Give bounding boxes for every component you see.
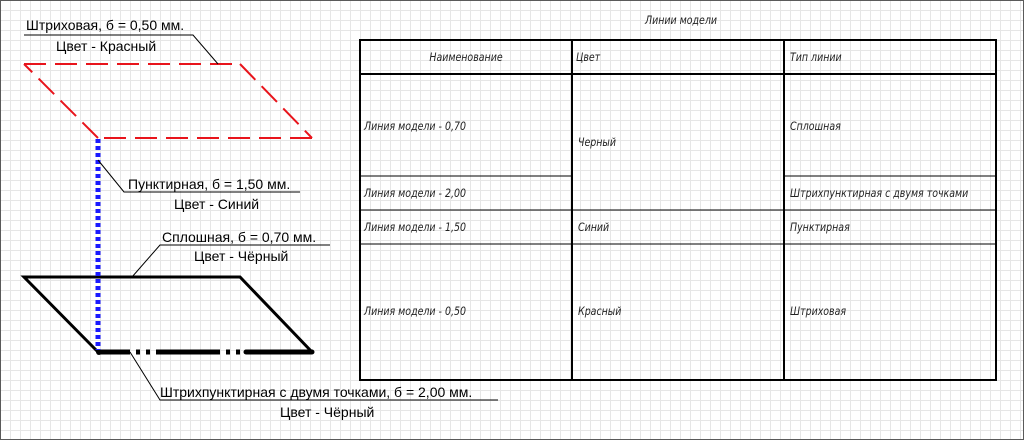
label-red-type: Штриховая, б = 0,50 мм. [26, 17, 185, 33]
label-red-color: Цвет - Красный [56, 38, 157, 54]
table-cell-type-3: Пунктирная [790, 220, 850, 234]
table-cell-name-1: Линия модели - 0,70 [364, 119, 466, 133]
table-cell-color-3: Синий [578, 220, 610, 234]
table-cell-color-4: Красный [578, 304, 622, 318]
table-header-name: Наименование [429, 50, 503, 64]
label-dashdot-type: Штрихпунктирная с двумя точками, б = 2,00 мм. [160, 384, 473, 400]
table-cell-color-merged: Черный [578, 135, 617, 149]
red-edge-left [24, 64, 98, 138]
label-dashdot-color: Цвет - Чёрный [280, 404, 375, 420]
table-cell-name-4: Линия модели - 0,50 [364, 304, 466, 318]
black-solid-edges [24, 277, 312, 352]
table-header-linetype: Тип линии [790, 50, 842, 64]
table-cell-type-2: Штрихпунктирная с двумя точками [790, 186, 969, 200]
label-solid-type: Сплошная, б = 0,70 мм. [162, 229, 317, 245]
label-blue-color: Цвет - Синий [174, 196, 260, 212]
label-blue-type: Пунктирная, б = 1,50 мм. [128, 176, 291, 192]
table-cell-name-2: Линия модели - 2,00 [364, 186, 466, 200]
table-header-color: Цвет [576, 50, 601, 64]
black-solid-parallelogram [24, 277, 312, 352]
table-cell-type-4: Штриховая [790, 304, 847, 318]
table-grid [360, 40, 996, 380]
table-cell-name-3: Линия модели - 1,50 [364, 220, 466, 234]
table-cell-type-1: Сплошная [790, 119, 841, 133]
red-dashed-parallelogram [24, 64, 312, 138]
table-title: Линии модели [644, 13, 718, 27]
label-solid-color: Цвет - Чёрный [194, 248, 289, 264]
red-edge-right [240, 64, 312, 138]
